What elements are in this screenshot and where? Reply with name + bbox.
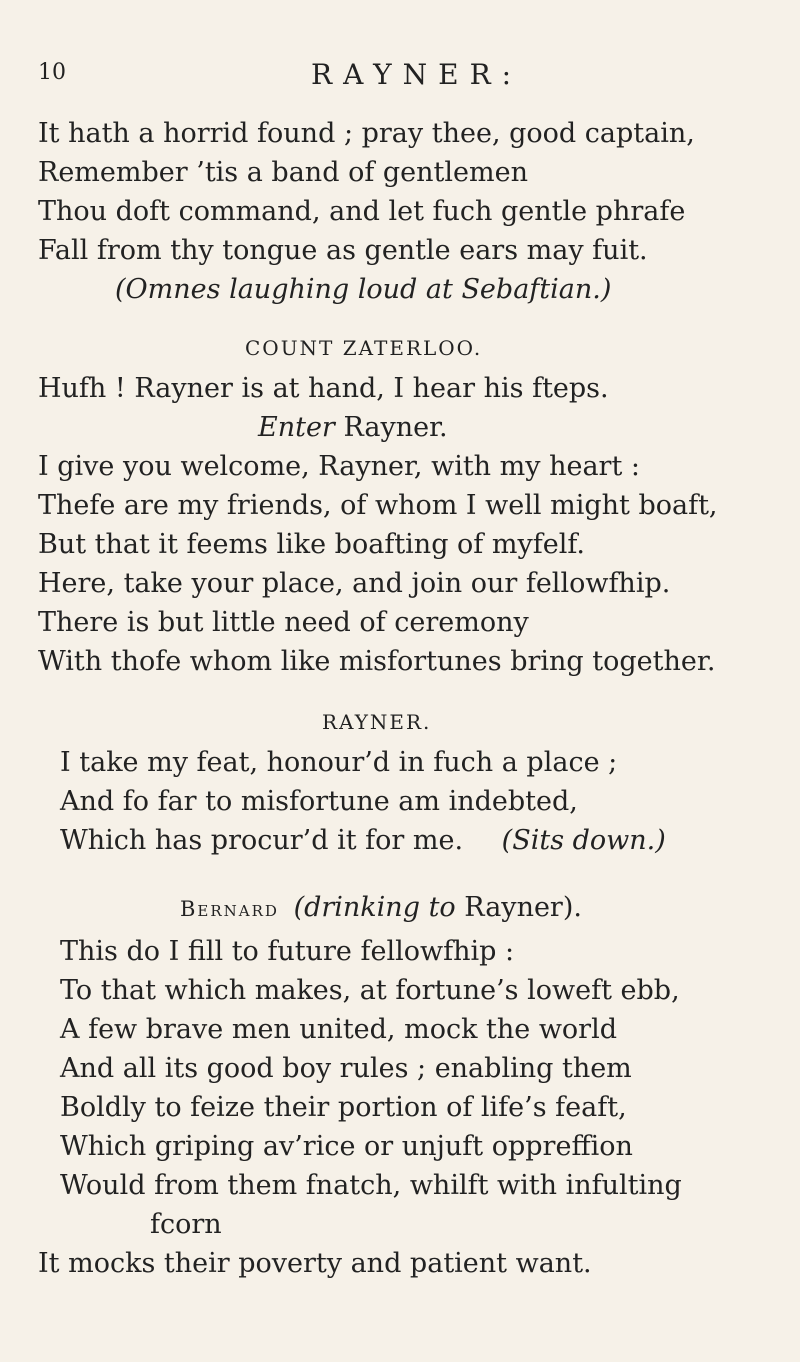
verse-line: Fall from thy tongue as gentle ears may fuit.	[38, 235, 648, 266]
enter-name: Rayner.	[343, 412, 448, 443]
verse-line: I give you welcome, Rayner, with my heart :	[38, 451, 640, 482]
speaker-heading: COUNT ZATERLOO.	[245, 336, 483, 360]
verse-line: It hath a horrid found ; pray thee, good captain,	[38, 118, 695, 149]
verse-line: Would from them fnatch, whilft with infulting	[60, 1170, 682, 1201]
verse-line: It mocks their poverty and patient want.	[38, 1248, 592, 1279]
enter-word: Enter	[258, 412, 335, 443]
verse-line: Here, take your place, and join our fellowfhip.	[38, 568, 671, 599]
speaker-with-direction	[180, 894, 582, 921]
speaker-heading: RAYNER.	[322, 710, 432, 734]
verse-line: Thou doft command, and let fuch gentle phrafe	[38, 196, 686, 227]
stage-direction: (Omnes laughing loud at Sebaftian.)	[115, 274, 612, 305]
stage-direction-enter	[258, 414, 448, 441]
verse-line: Hufh ! Rayner is at hand, I hear his fteps.	[38, 373, 609, 404]
verse-line: But that it feems like boafting of myfelf.	[38, 529, 585, 560]
page-number: 10	[38, 60, 66, 85]
verse-line: A few brave men united, mock the world	[60, 1014, 618, 1045]
speaker-name: Bernard	[180, 897, 279, 921]
stage-direction: (Sits down.)	[501, 825, 666, 856]
verse-line: Which griping av’rice or unjuft oppreffion	[60, 1131, 633, 1162]
verse-line: There is but little need of ceremony	[38, 607, 529, 638]
verse-line: Remember ’tis a band of gentlemen	[38, 157, 528, 188]
verse-line-with-direction	[60, 827, 666, 854]
verse-line: With thofe whom like misfortunes bring together.	[38, 646, 716, 677]
verse-line-turnover: fcorn	[150, 1209, 222, 1240]
verse-line: Thefe are my friends, of whom I well might boaft,	[38, 490, 718, 521]
verse-text: Which has procur’d it for me.	[60, 825, 464, 856]
verse-line: I take my feat, honour’d in fuch a place ;	[60, 747, 618, 778]
stage-direction-name: Rayner).	[464, 892, 582, 923]
stage-direction: (drinking to	[293, 892, 456, 923]
verse-line: This do I fill to future fellowfhip :	[60, 936, 515, 967]
verse-line: To that which makes, at fortune’s loweft ebb,	[60, 975, 680, 1006]
verse-line: And fo far to misfortune am indebted,	[60, 786, 578, 817]
running-title: RAYNER:	[311, 58, 523, 91]
verse-line: Boldly to feize their portion of life’s feaft,	[60, 1092, 627, 1123]
verse-line: And all its good boy rules ; enabling them	[60, 1053, 632, 1084]
